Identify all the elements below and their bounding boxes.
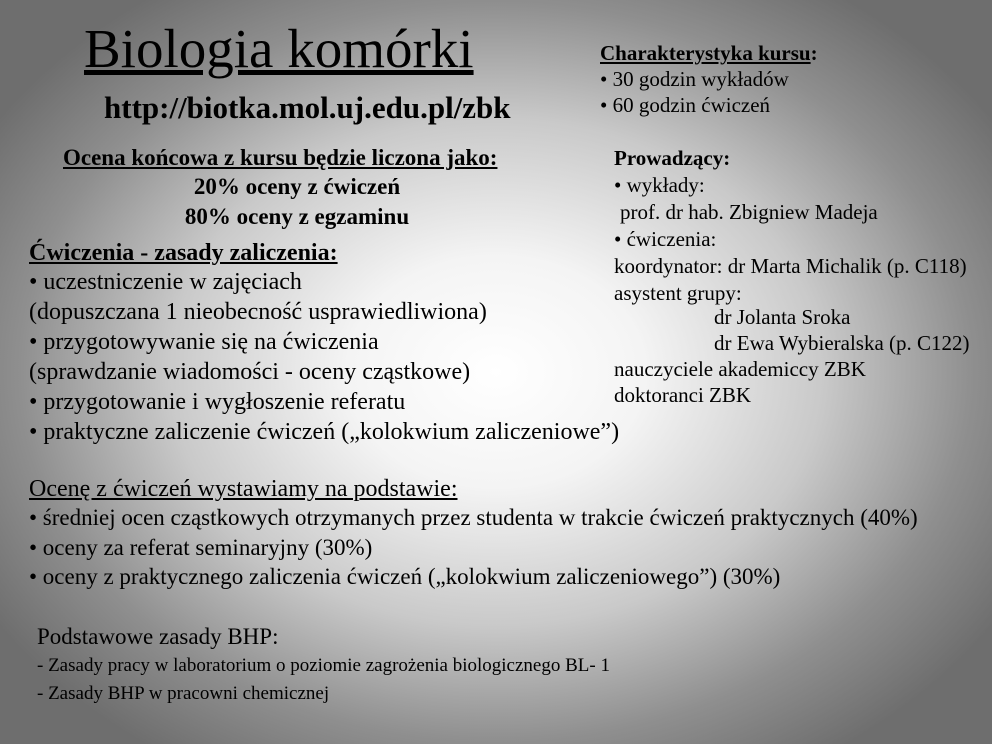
final-grade-exercises: 20% oceny z ćwiczeń — [193, 174, 401, 199]
rules-line-1: • uczestniczenie w zajęciach — [29, 269, 302, 295]
instructors-lecturer: prof. dr hab. Zbigniew Madeja — [620, 200, 878, 224]
assessment-heading: Ocenę z ćwiczeń wystawiamy na podstawie: — [29, 476, 458, 502]
instructors-assistant-2: dr Ewa Wybieralska (p. C122) — [714, 331, 970, 355]
course-characteristics-heading — [600, 40, 818, 66]
bhp-line-1: - Zasady pracy w laboratorium o poziomie zagrożenia biologicznego BL- 1 — [37, 655, 610, 676]
rules-line-4: (sprawdzanie wiadomości - oceny cząstkowe) — [29, 359, 471, 385]
instructors-coordinator: koordynator: dr Marta Michalik (p. C118) — [614, 254, 967, 278]
course-url: http://biotka.mol.uj.edu.pl/zbk — [104, 90, 511, 125]
final-grade-exam: 80% oceny z egzaminu — [184, 204, 410, 229]
assessment-line-3: • oceny z praktycznego zaliczenia ćwiczeń („kolokwium zaliczeniowego”) (30%) — [29, 564, 781, 589]
rules-heading: Ćwiczenia - zasady zaliczenia: — [29, 240, 338, 266]
final-grade-heading: Ocena końcowa z kursu będzie liczona jako: — [63, 145, 498, 170]
course-heading-colon: : — [810, 41, 818, 65]
instructors-assistant-1: dr Jolanta Sroka — [714, 305, 851, 329]
course-hours-lecture: • 30 godzin wykładów — [600, 67, 789, 91]
assessment-line-2: • oceny za referat seminaryjny (30%) — [29, 535, 373, 560]
rules-line-5: • przygotowanie i wygłoszenie referatu — [29, 389, 406, 415]
instructors-assistant-label: asystent grupy: — [614, 281, 742, 305]
instructors-lectures-label: • wykłady: — [614, 173, 705, 197]
instructors-phd-students: doktoranci ZBK — [614, 383, 752, 407]
instructors-academic-staff: nauczyciele akademiccy ZBK — [614, 357, 866, 381]
rules-line-2: (dopuszczana 1 nieobecność usprawiedliwiona) — [29, 299, 487, 325]
assessment-line-1: • średniej ocen cząstkowych otrzymanych przez studenta w trakcie ćwiczeń praktycznych (40%) — [29, 505, 918, 530]
slide-title: Biologia komórki — [84, 18, 474, 79]
course-hours-exercises: • 60 godzin ćwiczeń — [600, 93, 771, 117]
course-heading-text: Charakterystyka kursu — [600, 41, 811, 65]
instructors-heading: Prowadzący: — [614, 146, 731, 170]
rules-line-3: • przygotowywanie się na ćwiczenia — [29, 329, 379, 355]
bhp-line-2: - Zasady BHP w pracowni chemicznej — [37, 683, 330, 704]
bhp-heading: Podstawowe zasady BHP: — [37, 624, 279, 649]
rules-line-6: • praktyczne zaliczenie ćwiczeń („kolokwium zaliczeniowe”) — [29, 419, 620, 445]
instructors-exercises-label: • ćwiczenia: — [614, 227, 717, 251]
